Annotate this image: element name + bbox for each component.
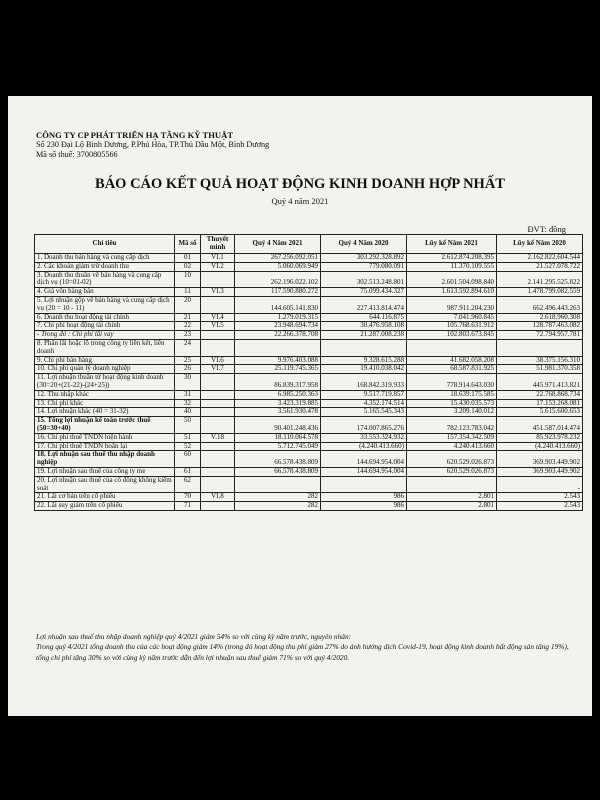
table-row <box>35 502 583 511</box>
row-note <box>201 271 235 288</box>
row-ytd-2020: 21.527.078.722 <box>497 262 583 271</box>
row-note: VI.4 <box>201 313 235 322</box>
row-note <box>201 502 235 511</box>
col-header-note: Thuyết minh <box>201 235 235 254</box>
row-item: 13. Chi phí khác <box>35 399 175 408</box>
row-q4-2021: 25.119.745.365 <box>235 365 321 374</box>
row-ytd-2020: 17.153.268.081 <box>497 399 583 408</box>
row-q4-2021: 66.578.438.809 <box>235 467 321 476</box>
table-row <box>35 399 583 408</box>
row-q4-2021: 86.839.317.958 <box>235 374 321 391</box>
row-q4-2021: 282 <box>235 502 321 511</box>
income-statement-table <box>34 234 583 511</box>
row-q4-2021: 18.110.064.578 <box>235 433 321 442</box>
row-item: 3. Doanh thu thuần về bán hàng và cung cấp dịch vụ (10=01-02) <box>35 271 175 288</box>
row-q4-2020: 4.352.174.514 <box>321 399 407 408</box>
row-ytd-2021: 18.639.175.585 <box>407 390 497 399</box>
row-ytd-2021: 4.240.413.660 <box>407 442 497 451</box>
row-code: 21 <box>175 313 201 322</box>
col-header-ytd-2021: Lũy kế Năm 2021 <box>407 235 497 254</box>
row-note <box>201 451 235 468</box>
document-page <box>8 96 592 716</box>
row-code: 31 <box>175 390 201 399</box>
row-q4-2021: 267.256.092.051 <box>235 254 321 263</box>
row-note: VI.1 <box>201 254 235 263</box>
row-ytd-2020: - <box>497 476 583 493</box>
row-note: VI.2 <box>201 262 235 271</box>
row-q4-2021: 90.401.248.436 <box>235 417 321 434</box>
table-header-row <box>35 235 583 254</box>
col-header-q4-2021: Quý 4 Năm 2021 <box>235 235 321 254</box>
row-q4-2020: 9.517.719.857 <box>321 390 407 399</box>
row-ytd-2021: 1.613.592.894.610 <box>407 288 497 297</box>
row-q4-2020: 174.007.865.276 <box>321 417 407 434</box>
row-code: 01 <box>175 254 201 263</box>
col-header-ytd-2020: Lũy kế Năm 2020 <box>497 235 583 254</box>
row-note <box>201 296 235 313</box>
row-q4-2021: 3.561.930.478 <box>235 408 321 417</box>
row-q4-2020: 33.553.324.932 <box>321 433 407 442</box>
row-ytd-2020: 85.923.978.232 <box>497 433 583 442</box>
col-header-item: Chỉ tiêu <box>35 235 175 254</box>
row-q4-2021: 9.976.403.088 <box>235 356 321 365</box>
row-q4-2020: 19.410.038.042 <box>321 365 407 374</box>
row-note: VI.7 <box>201 365 235 374</box>
row-ytd-2021: 782.123.783.042 <box>407 417 497 434</box>
row-ytd-2021: 11.370.109.555 <box>407 262 497 271</box>
table-row <box>35 390 583 399</box>
table-row <box>35 313 583 322</box>
row-item: 18. Lợi nhuận sau thuế thu nhập doanh nghiệp <box>35 451 175 468</box>
row-ytd-2020: 128.787.463.082 <box>497 322 583 331</box>
row-ytd-2020: 369.903.449.902 <box>497 467 583 476</box>
row-ytd-2021: 105.768.631.912 <box>407 322 497 331</box>
row-q4-2020: 644.116.875 <box>321 313 407 322</box>
row-ytd-2020: 38.375.156.310 <box>497 356 583 365</box>
row-ytd-2021: 3.209.140.012 <box>407 408 497 417</box>
row-note: V.18 <box>201 433 235 442</box>
row-q4-2020: 30.476.958.108 <box>321 322 407 331</box>
row-ytd-2020: 445.971.413.821 <box>497 374 583 391</box>
row-item: 8. Phần lãi hoặc lỗ trong công ty liên kết, liên doanh <box>35 339 175 356</box>
row-ytd-2020: 451.587.014.474 <box>497 417 583 434</box>
row-ytd-2020: 22.768.868.734 <box>497 390 583 399</box>
row-q4-2020: 168.842.319.933 <box>321 374 407 391</box>
row-ytd-2021: 15.430.035.573 <box>407 399 497 408</box>
row-ytd-2021: 7.041.960.845 <box>407 313 497 322</box>
note-line-2: Trong quý 4/2021 tổng doanh thu của các hoạt động giảm 14% (trong đó hoạt động thu phí giảm 27% do ảnh hưởng dịch Covid-19, hoạt động kinh doanh bất động sản tăng 19%), tổng chi phí tăng 30% so với cùng kỳ năm trước dẫn đến lợi nhuận sau thuế giảm 71% so với quý 4/2020. <box>36 642 569 662</box>
row-q4-2021: 5.060.069.949 <box>235 262 321 271</box>
row-code: 52 <box>175 442 201 451</box>
row-q4-2020: 144.694.954.004 <box>321 451 407 468</box>
table-row <box>35 433 583 442</box>
col-header-q4-2020: Quý 4 Năm 2020 <box>321 235 407 254</box>
row-ytd-2021: 2.801 <box>407 493 497 502</box>
table-row <box>35 339 583 356</box>
row-note <box>201 331 235 340</box>
row-code: 32 <box>175 399 201 408</box>
table-row <box>35 442 583 451</box>
row-q4-2021: 22.266.378.708 <box>235 331 321 340</box>
row-q4-2020: 21.287.008.238 <box>321 331 407 340</box>
row-item: 15. Tổng lợi nhuận kế toán trước thuế (50=30+40) <box>35 417 175 434</box>
row-item: 6. Doanh thu hoạt động tài chính <box>35 313 175 322</box>
row-q4-2021: 1.279.019.315 <box>235 313 321 322</box>
table-row <box>35 322 583 331</box>
row-note <box>201 390 235 399</box>
report-period: Quý 4 năm 2021 <box>271 196 329 206</box>
row-item: 7. Chi phí hoạt động tài chính <box>35 322 175 331</box>
table-row <box>35 374 583 391</box>
row-note: VI.3 <box>201 288 235 297</box>
row-q4-2021: 23.948.694.734 <box>235 322 321 331</box>
table-row <box>35 288 583 297</box>
row-note <box>201 476 235 493</box>
company-address: Số 230 Đại Lộ Bình Dương, P.Phú Hòa, TP.Thủ Dầu Một, Bình Dương <box>36 140 270 149</box>
row-ytd-2020: 5.615.600.653 <box>497 408 583 417</box>
row-code: 62 <box>175 476 201 493</box>
note-line-1: Lợi nhuận sau thuế thu nhập doanh nghiệp quý 4/2021 giảm 54% so với cùng kỳ năm trước, nguyên nhân: <box>36 632 352 641</box>
table-row <box>35 331 583 340</box>
row-q4-2021 <box>235 339 321 356</box>
row-note: VI.8 <box>201 493 235 502</box>
row-item: 17. Chi phí thuế TNDN hoãn lại <box>35 442 175 451</box>
company-header <box>36 130 269 160</box>
row-note <box>201 339 235 356</box>
row-q4-2020: 227.413.814.474 <box>321 296 407 313</box>
row-q4-2020: 986 <box>321 502 407 511</box>
row-code: 22 <box>175 322 201 331</box>
row-q4-2021: 144.605.141.830 <box>235 296 321 313</box>
row-code: 11 <box>175 288 201 297</box>
row-ytd-2020: 2.543 <box>497 502 583 511</box>
currency-unit: ĐVT: đồng <box>527 224 566 234</box>
row-q4-2021: 3.423.319.885 <box>235 399 321 408</box>
row-item: 20. Lợi nhuận sau thuế của cổ đông không kiểm soát <box>35 476 175 493</box>
explanatory-notes <box>36 632 576 663</box>
table-row <box>35 296 583 313</box>
table-row <box>35 493 583 502</box>
row-q4-2020: 302.513.248.801 <box>321 271 407 288</box>
row-ytd-2021: 102.803.673.845 <box>407 331 497 340</box>
row-q4-2021: 282 <box>235 493 321 502</box>
row-note <box>201 399 235 408</box>
row-item: 11. Lợi nhuận thuần từ hoạt động kinh doanh (30=20+(21-22)-(24+25)) <box>35 374 175 391</box>
row-code: 20 <box>175 296 201 313</box>
row-q4-2020: 75.099.434.327 <box>321 288 407 297</box>
table-row <box>35 254 583 263</box>
row-q4-2020: 5.165.545.343 <box>321 408 407 417</box>
row-ytd-2020: 369.903.449.902 <box>497 451 583 468</box>
row-q4-2020: 986 <box>321 493 407 502</box>
row-item: 22. Lãi suy giảm trên cổ phiếu <box>35 502 175 511</box>
row-code: 26 <box>175 365 201 374</box>
row-code: 60 <box>175 451 201 468</box>
row-q4-2020: 779.080.091 <box>321 262 407 271</box>
row-q4-2021: 117.590.880.272 <box>235 288 321 297</box>
row-q4-2021: 262.196.022.102 <box>235 271 321 288</box>
row-q4-2021: 66.578.438.809 <box>235 451 321 468</box>
row-ytd-2020: (4.240.413.660) <box>497 442 583 451</box>
table-row <box>35 451 583 468</box>
row-code: 25 <box>175 356 201 365</box>
row-item: 16. Chi phí thuế TNDN hiện hành <box>35 433 175 442</box>
table-row <box>35 356 583 365</box>
row-item: 1. Doanh thu bán hàng và cung cấp dịch <box>35 254 175 263</box>
row-ytd-2021: 620.529.026.873 <box>407 451 497 468</box>
row-code: 61 <box>175 467 201 476</box>
row-ytd-2021: 68.587.831.925 <box>407 365 497 374</box>
row-item: 19. Lợi nhuận sau thuế của công ty mẹ <box>35 467 175 476</box>
row-ytd-2020: 662.496.443.263 <box>497 296 583 313</box>
row-note: VI.5 <box>201 322 235 331</box>
table-row <box>35 417 583 434</box>
row-q4-2020: (4.240.413.660) <box>321 442 407 451</box>
table-row <box>35 271 583 288</box>
row-ytd-2021: 620.529.026.873 <box>407 467 497 476</box>
row-q4-2020 <box>321 339 407 356</box>
row-code: 23 <box>175 331 201 340</box>
table-row <box>35 365 583 374</box>
row-code: 70 <box>175 493 201 502</box>
row-item: - Trong đó : Chi phí lãi vay <box>35 331 175 340</box>
row-ytd-2020: 72.794.957.781 <box>497 331 583 340</box>
row-item: 12. Thu nhập khác <box>35 390 175 399</box>
row-q4-2020: 303.292.328.892 <box>321 254 407 263</box>
row-note <box>201 417 235 434</box>
row-code: 51 <box>175 433 201 442</box>
col-header-code: Mã số <box>175 235 201 254</box>
table-body <box>35 254 583 511</box>
table-row <box>35 262 583 271</box>
table-row <box>35 467 583 476</box>
row-q4-2020: 144.694.954.004 <box>321 467 407 476</box>
row-q4-2020 <box>321 476 407 493</box>
row-ytd-2021: 987.911.204.230 <box>407 296 497 313</box>
company-tax-code: Mã số thuế: 3700805566 <box>36 150 118 159</box>
row-ytd-2021: 2.601.504.098.840 <box>407 271 497 288</box>
row-ytd-2020: 51.981.370.358 <box>497 365 583 374</box>
row-item: 4. Giá vốn hàng bán <box>35 288 175 297</box>
row-note <box>201 442 235 451</box>
report-title: BÁO CÁO KẾT QUẢ HOẠT ĐỘNG KINH DOANH HỢP NHẤT <box>95 176 505 192</box>
row-ytd-2021: 157.354.342.509 <box>407 433 497 442</box>
row-ytd-2020: 2.543 <box>497 493 583 502</box>
row-note: VI.6 <box>201 356 235 365</box>
row-item: 2. Các khoản giảm trừ doanh thu <box>35 262 175 271</box>
row-q4-2021: 5.712.745.049 <box>235 442 321 451</box>
row-q4-2021: 6.985.250.363 <box>235 390 321 399</box>
row-ytd-2021 <box>407 339 497 356</box>
row-q4-2020: 9.328.615.288 <box>321 356 407 365</box>
row-item: 21. Lãi cơ bản trên cổ phiếu <box>35 493 175 502</box>
row-ytd-2020: 2.618.960.308 <box>497 313 583 322</box>
row-ytd-2021 <box>407 476 497 493</box>
row-ytd-2021: 778.914.643.030 <box>407 374 497 391</box>
row-code: 02 <box>175 262 201 271</box>
row-q4-2021 <box>235 476 321 493</box>
row-note <box>201 374 235 391</box>
table-row <box>35 476 583 493</box>
row-ytd-2020: 2.162.822.604.544 <box>497 254 583 263</box>
row-ytd-2020: 1.478.799.082.559 <box>497 288 583 297</box>
row-code: 10 <box>175 271 201 288</box>
row-item: 14. Lợi nhuận khác (40 = 31-32) <box>35 408 175 417</box>
row-ytd-2021: 41.682.058.208 <box>407 356 497 365</box>
row-note <box>201 467 235 476</box>
row-ytd-2021: 2.612.874.208.395 <box>407 254 497 263</box>
row-code: 30 <box>175 374 201 391</box>
table-row <box>35 408 583 417</box>
row-code: 24 <box>175 339 201 356</box>
row-ytd-2021: 2.801 <box>407 502 497 511</box>
row-item: 5. Lợi nhuận gộp về bán hàng và cung cấp dịch vụ (20 = 10 - 11) <box>35 296 175 313</box>
row-code: 40 <box>175 408 201 417</box>
row-code: 50 <box>175 417 201 434</box>
row-ytd-2020: 2.141.295.525.822 <box>497 271 583 288</box>
row-note <box>201 408 235 417</box>
row-item: 10. Chi phí quản lý doanh nghiệp <box>35 365 175 374</box>
row-item: 9. Chi phí bán hàng <box>35 356 175 365</box>
row-code: 71 <box>175 502 201 511</box>
company-name: CÔNG TY CP PHÁT TRIỂN HẠ TẦNG KỸ THUẬT <box>36 130 234 140</box>
row-ytd-2020 <box>497 339 583 356</box>
